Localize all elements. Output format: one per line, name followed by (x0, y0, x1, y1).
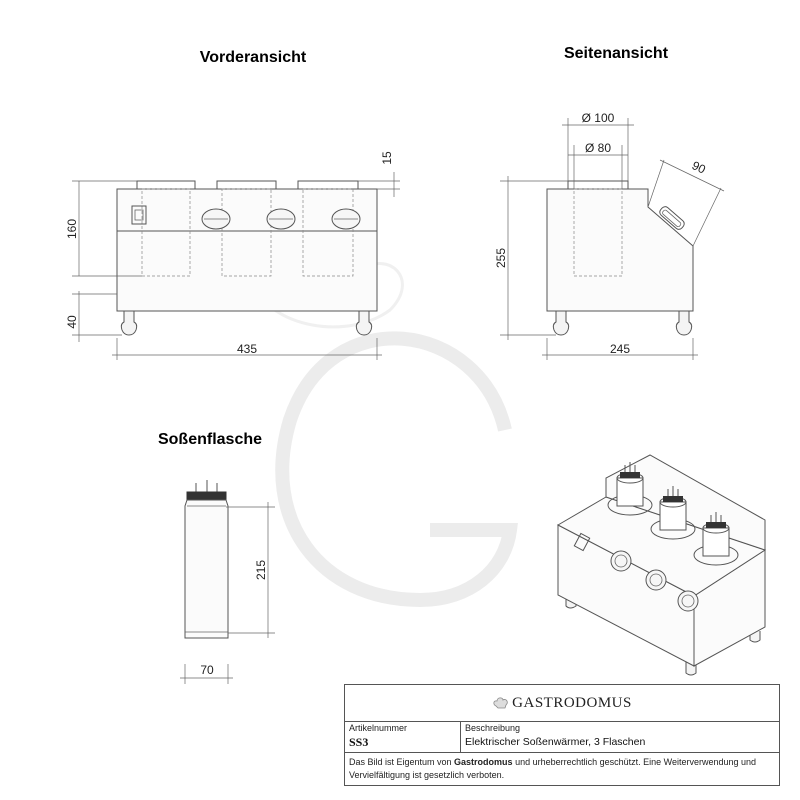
copyright-notice (345, 753, 779, 785)
front-housing (117, 189, 377, 311)
dim-front-top: 15 (380, 151, 394, 165)
front-foot-left (121, 311, 136, 335)
isometric-view (558, 455, 765, 675)
chef-hat-icon (492, 694, 510, 712)
side-view (494, 111, 724, 360)
side-foot-right (676, 311, 691, 335)
side-view-title: Seitenansicht (563, 45, 669, 62)
description-text: Elektrischer Soßenwärmer, 3 Flaschen (465, 736, 646, 748)
notice-post: und urheberrechtlich geschützt. Eine Weiterverwendung und Vervielfältigung ist gesetzlich verboten. (349, 757, 757, 780)
dim-side-dia-inner: Ø 80 (584, 141, 612, 155)
notice-brand: Gastrodomus (454, 757, 513, 767)
side-housing (547, 189, 693, 311)
dim-side-angle: 90 (689, 158, 708, 177)
article-number: SS3 (349, 735, 369, 749)
front-view (65, 151, 400, 360)
brand-row (345, 685, 779, 722)
dim-bottle-width: 70 (200, 663, 214, 677)
bottle-view (180, 480, 275, 684)
article-label: Artikelnummer (349, 723, 408, 733)
dim-bottle-height: 215 (254, 559, 268, 581)
bottle-view-title: Soßenflasche (157, 431, 263, 448)
dim-side-height: 255 (494, 247, 508, 269)
title-block (344, 684, 780, 786)
dim-front-legs: 40 (65, 315, 79, 329)
article-cell (345, 722, 461, 752)
brand-logo (492, 694, 632, 712)
dim-front-width: 435 (236, 342, 258, 356)
side-foot-left (553, 311, 568, 335)
description-label: Beschreibung (465, 723, 521, 733)
bottle-cap (187, 492, 226, 500)
dim-front-height: 160 (65, 218, 79, 240)
front-foot-right (356, 311, 371, 335)
description-cell (461, 722, 779, 752)
bottle-body (185, 500, 228, 638)
dim-side-dia-outer: Ø 100 (581, 111, 615, 125)
info-row (345, 722, 779, 753)
notice-pre: Das Bild ist Eigentum von (349, 757, 455, 767)
dim-side-width: 245 (609, 342, 631, 356)
front-view-title: Vorderansicht (199, 49, 307, 66)
brand-name: GASTRODOMUS (512, 694, 632, 711)
